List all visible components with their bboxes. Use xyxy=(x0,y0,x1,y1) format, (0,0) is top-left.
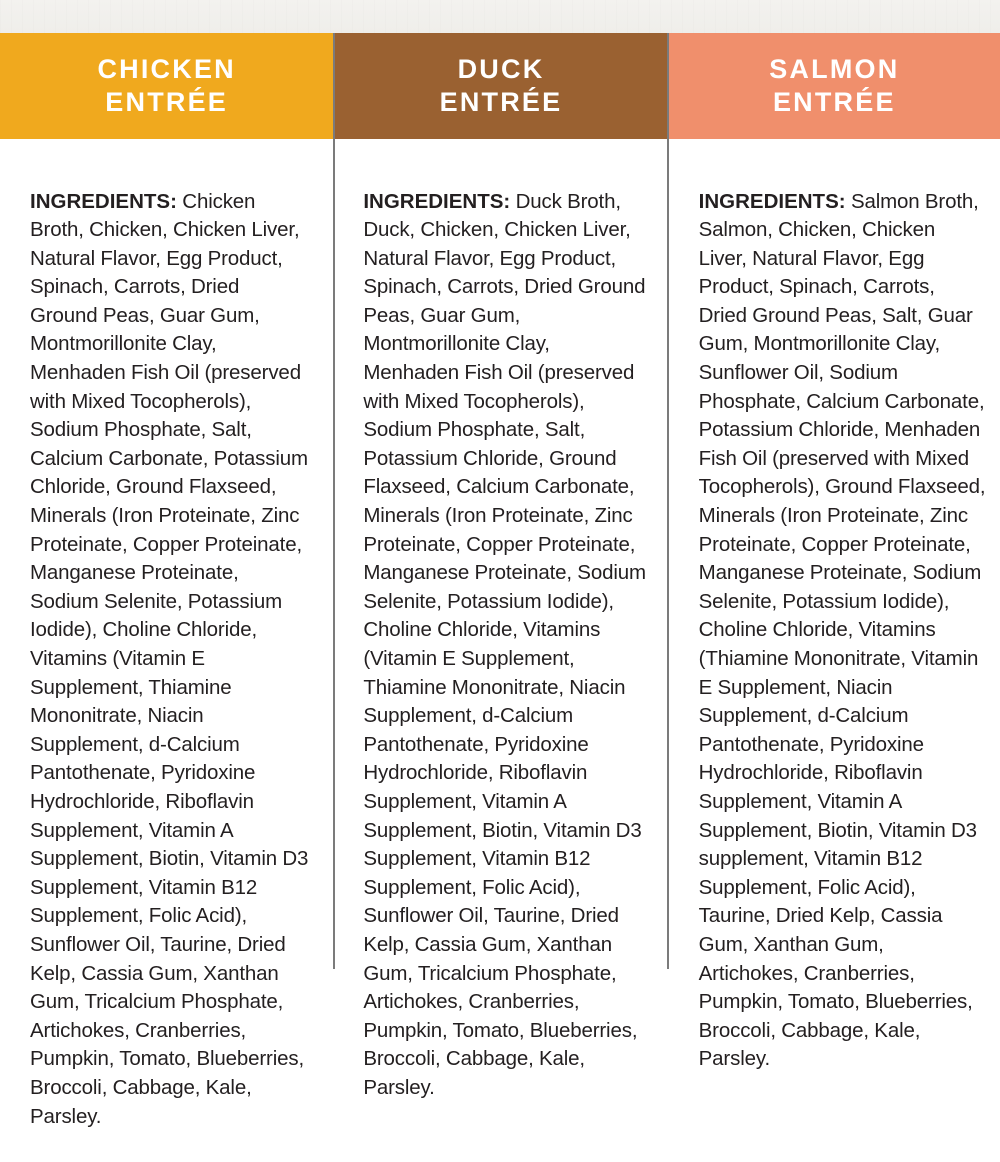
column-body-duck xyxy=(335,139,666,1133)
ingredients-label-salmon: INGREDIENTS: xyxy=(698,189,846,213)
column-header-chicken-line1: CHICKEN xyxy=(97,54,236,84)
column-salmon xyxy=(667,33,1000,1071)
column-chicken xyxy=(0,33,333,1128)
column-body-chicken xyxy=(0,139,333,1162)
column-header-duck xyxy=(335,33,666,139)
column-header-salmon xyxy=(669,33,1000,139)
ingredients-text-salmon: Salmon Broth, Salmon, Chicken, Chicken Liver, Natural Flavor, Egg Product, Spinach, Carrots, Dried Ground Peas, Salt, Guar Gum, Montmorillonite Clay, Sunflower Oil, Sodium Phosphate, Calcium Carbonate, Potassium Chloride, Menhaden Fish Oil (preserved with Mixed Tocopherols), Ground Flaxseed, Minerals (Iron Proteinate, Zinc Proteinate, Copper Proteinate, Manganese Proteinate, Sodium Selenite, Potassium Iodide), Choline Chloride, Vitamins (Thiamine Mononitrate, Vitamin E Supplement, Niacin Supplement, d-Calcium Pantothenate, Pyridoxine Hydrochloride, Riboflavin Supplement, Vitamin A Supplement, Biotin, Vitamin D3 supplement, Vitamin B12 Supplement, Folic Acid), Taurine, Dried Kelp, Cassia Gum, Xanthan Gum, Artichokes, Cranberries, Pumpkin, Tomato, Blueberries, Broccoli, Cabbage, Kale, Parsley. xyxy=(698,189,986,1071)
column-duck xyxy=(333,33,666,1099)
ingredients-paragraph-duck xyxy=(363,188,648,1103)
ingredients-columns xyxy=(0,33,1000,1128)
ingredients-text-chicken: Chicken Broth, Chicken, Chicken Liver, Natural Flavor, Egg Product, Spinach, Carrots, Dried Ground Peas, Guar Gum, Montmorillonite Clay, Menhaden Fish Oil (preserved with Mixed Tocopherols), Sodium Phosphate, Salt, Calcium Carbonate, Potassium Chloride, Ground Flaxseed, Minerals (Iron Proteinate, Zinc Proteinate, Copper Proteinate, Manganese Proteinate, Sodium Selenite, Potassium Iodide), Choline Chloride, Vitamins (Vitamin E Supplement, Thiamine Mononitrate, Niacin Supplement, d-Calcium Pantothenate, Pyridoxine Hydrochloride, Riboflavin Supplement, Vitamin A Supplement, Biotin, Vitamin D3 Supplement, Vitamin B12 Supplement, Folic Acid), Sunflower Oil, Taurine, Dried Kelp, Cassia Gum, Xanthan Gum, Tricalcium Phosphate, Artichokes, Cranberries, Pumpkin, Tomato, Blueberries, Broccoli, Cabbage, Kale, Parsley. xyxy=(30,189,309,1128)
column-body-salmon xyxy=(669,139,1000,1104)
column-header-chicken xyxy=(0,33,333,139)
column-header-duck-line1: DUCK xyxy=(457,54,545,84)
wood-texture-top-strip xyxy=(0,0,1000,33)
ingredients-paragraph-salmon xyxy=(699,188,986,1074)
ingredients-label-duck: INGREDIENTS: xyxy=(363,189,511,213)
ingredients-text-duck: Duck Broth, Duck, Chicken, Chicken Liver, Natural Flavor, Egg Product, Spinach, Carrots, Dried Ground Peas, Guar Gum, Montmorillonite Clay, Menhaden Fish Oil (preserved with Mixed Tocopherols), Sodium Phosphate, Salt, Potassium Chloride, Ground Flaxseed, Calcium Carbonate, Minerals (Iron Proteinate, Zinc Proteinate, Copper Proteinate, Manganese Proteinate, Sodium Selenite, Potassium Iodide), Choline Chloride, Vitamins (Vitamin E Supplement, Thiamine Mononitrate, Niacin Supplement, d-Calcium Pantothenate, Pyridoxine Hydrochloride, Riboflavin Supplement, Vitamin A Supplement, Biotin, Vitamin D3 Supplement, Vitamin B12 Supplement, Folic Acid), Sunflower Oil, Taurine, Dried Kelp, Cassia Gum, Xanthan Gum, Tricalcium Phosphate, Artichokes, Cranberries, Pumpkin, Tomato, Blueberries, Broccoli, Cabbage, Kale, Parsley. xyxy=(363,189,646,1099)
column-header-salmon-line2: ENTRÉE xyxy=(772,87,896,117)
column-header-chicken-line2: ENTRÉE xyxy=(105,87,229,117)
ingredients-paragraph-chicken xyxy=(30,188,311,1132)
column-header-salmon-line1: SALMON xyxy=(769,54,900,84)
ingredients-label-chicken: INGREDIENTS: xyxy=(30,189,177,213)
column-header-duck-line2: ENTRÉE xyxy=(439,87,563,117)
